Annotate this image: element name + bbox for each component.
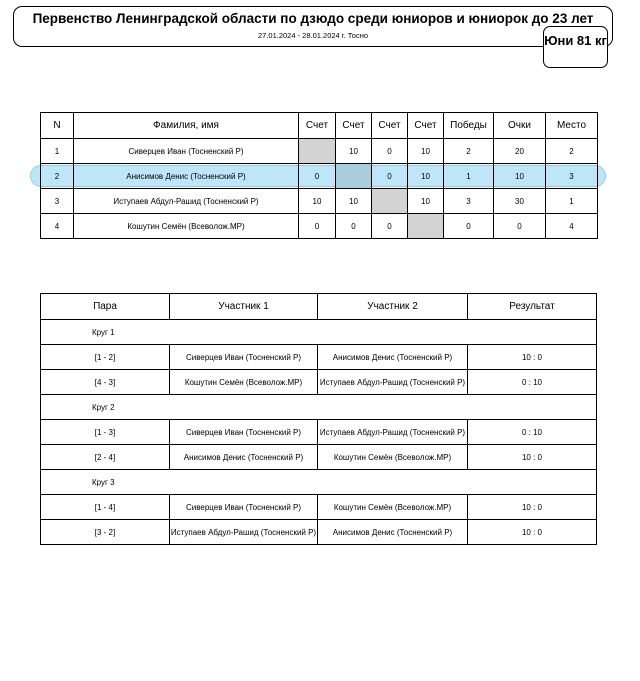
col-participant-2: Участник 2 [318,294,468,320]
round-row [41,320,597,345]
cell-pair: [1 - 3] [41,420,170,445]
col-score-3: Счет [372,113,408,139]
round-label: Круг 1 [41,320,597,345]
cell-points: 30 [494,189,546,214]
weight-category: Юни 81 кг [544,33,607,48]
col-pair: Пара [41,294,170,320]
col-points: Очки [494,113,546,139]
cell-score: 0 [299,214,336,239]
cell-score: 0 [336,214,372,239]
cell-participant-1: Сиверцев Иван (Тосненский Р) [170,420,318,445]
cell-place: 3 [546,164,598,189]
cell-pair: [2 - 4] [41,445,170,470]
match-row [41,445,597,470]
cell-participant-2: Кошутин Семён (Всеволож.МР) [318,495,468,520]
cell-place: 1 [546,189,598,214]
cell-pair: [3 - 2] [41,520,170,545]
weight-category-box [543,26,608,68]
cell-pair: [1 - 2] [41,345,170,370]
match-row [41,520,597,545]
cell-score: 10 [299,189,336,214]
cell-participant-1: Кошутин Семён (Всеволож.МР) [170,370,318,395]
cell-participant-2: Иступаев Абдул-Рашид (Тосненский Р) [318,420,468,445]
page-title: Первенство Ленинградской области по дзюдо среди юниоров и юниорок до 23 лет [32,11,594,26]
standings-row [41,214,598,239]
cell-n: 3 [41,189,74,214]
col-score-4: Счет [408,113,444,139]
cell-participant-2: Кошутин Семён (Всеволож.МР) [318,445,468,470]
cell-result: 0 : 10 [468,370,597,395]
cell-score-self [408,214,444,239]
cell-points: 20 [494,139,546,164]
match-row [41,345,597,370]
cell-score: 0 [372,214,408,239]
cell-result: 10 : 0 [468,495,597,520]
cell-score-self [336,164,372,189]
match-row [41,420,597,445]
cell-name: Иступаев Абдул-Рашид (Тосненский Р) [74,189,299,214]
standings-row [41,189,598,214]
cell-pair: [4 - 3] [41,370,170,395]
round-label: Круг 2 [41,395,597,420]
cell-result: 10 : 0 [468,445,597,470]
cell-score: 0 [299,164,336,189]
matches-header-row [41,294,597,320]
round-row [41,395,597,420]
cell-place: 4 [546,214,598,239]
round-row [41,470,597,495]
cell-wins: 1 [444,164,494,189]
match-row [41,370,597,395]
cell-score: 10 [408,139,444,164]
cell-place: 2 [546,139,598,164]
col-name: Фамилия, имя [74,113,299,139]
cell-result: 10 : 0 [468,345,597,370]
col-result: Результат [468,294,597,320]
round-label: Круг 3 [41,470,597,495]
cell-participant-1: Иступаев Абдул-Рашид (Тосненский Р) [170,520,318,545]
col-wins: Победы [444,113,494,139]
cell-score: 10 [336,139,372,164]
standings-row-highlighted [41,164,598,189]
cell-score: 0 [372,164,408,189]
cell-name: Кошутин Семён (Всеволож.МР) [74,214,299,239]
cell-participant-1: Сиверцев Иван (Тосненский Р) [170,345,318,370]
col-participant-1: Участник 1 [170,294,318,320]
cell-points: 10 [494,164,546,189]
cell-score: 0 [372,139,408,164]
cell-participant-2: Анисимов Денис (Тосненский Р) [318,520,468,545]
cell-participant-2: Иступаев Абдул-Рашид (Тосненский Р) [318,370,468,395]
match-row [41,495,597,520]
matches-table [40,293,597,545]
cell-name: Сиверцев Иван (Тосненский Р) [74,139,299,164]
cell-wins: 0 [444,214,494,239]
cell-name: Анисимов Денис (Тосненский Р) [74,164,299,189]
cell-wins: 2 [444,139,494,164]
col-score-2: Счет [336,113,372,139]
cell-points: 0 [494,214,546,239]
event-dates-location: 27.01.2024 - 28.01.2024 г. Тосно [257,31,369,40]
cell-pair: [1 - 4] [41,495,170,520]
cell-participant-1: Анисимов Денис (Тосненский Р) [170,445,318,470]
col-place: Место [546,113,598,139]
cell-n: 4 [41,214,74,239]
standings-header-row [41,113,598,139]
cell-participant-1: Сиверцев Иван (Тосненский Р) [170,495,318,520]
cell-participant-2: Анисимов Денис (Тосненский Р) [318,345,468,370]
cell-n: 2 [41,164,74,189]
cell-score-self [299,139,336,164]
cell-score: 10 [336,189,372,214]
cell-score-self [372,189,408,214]
cell-n: 1 [41,139,74,164]
standings-row [41,139,598,164]
header-box [13,6,613,47]
cell-result: 0 : 10 [468,420,597,445]
cell-result: 10 : 0 [468,520,597,545]
col-n: N [41,113,74,139]
cell-wins: 3 [444,189,494,214]
cell-score: 10 [408,189,444,214]
standings-table [40,112,598,239]
cell-score: 10 [408,164,444,189]
col-score-1: Счет [299,113,336,139]
